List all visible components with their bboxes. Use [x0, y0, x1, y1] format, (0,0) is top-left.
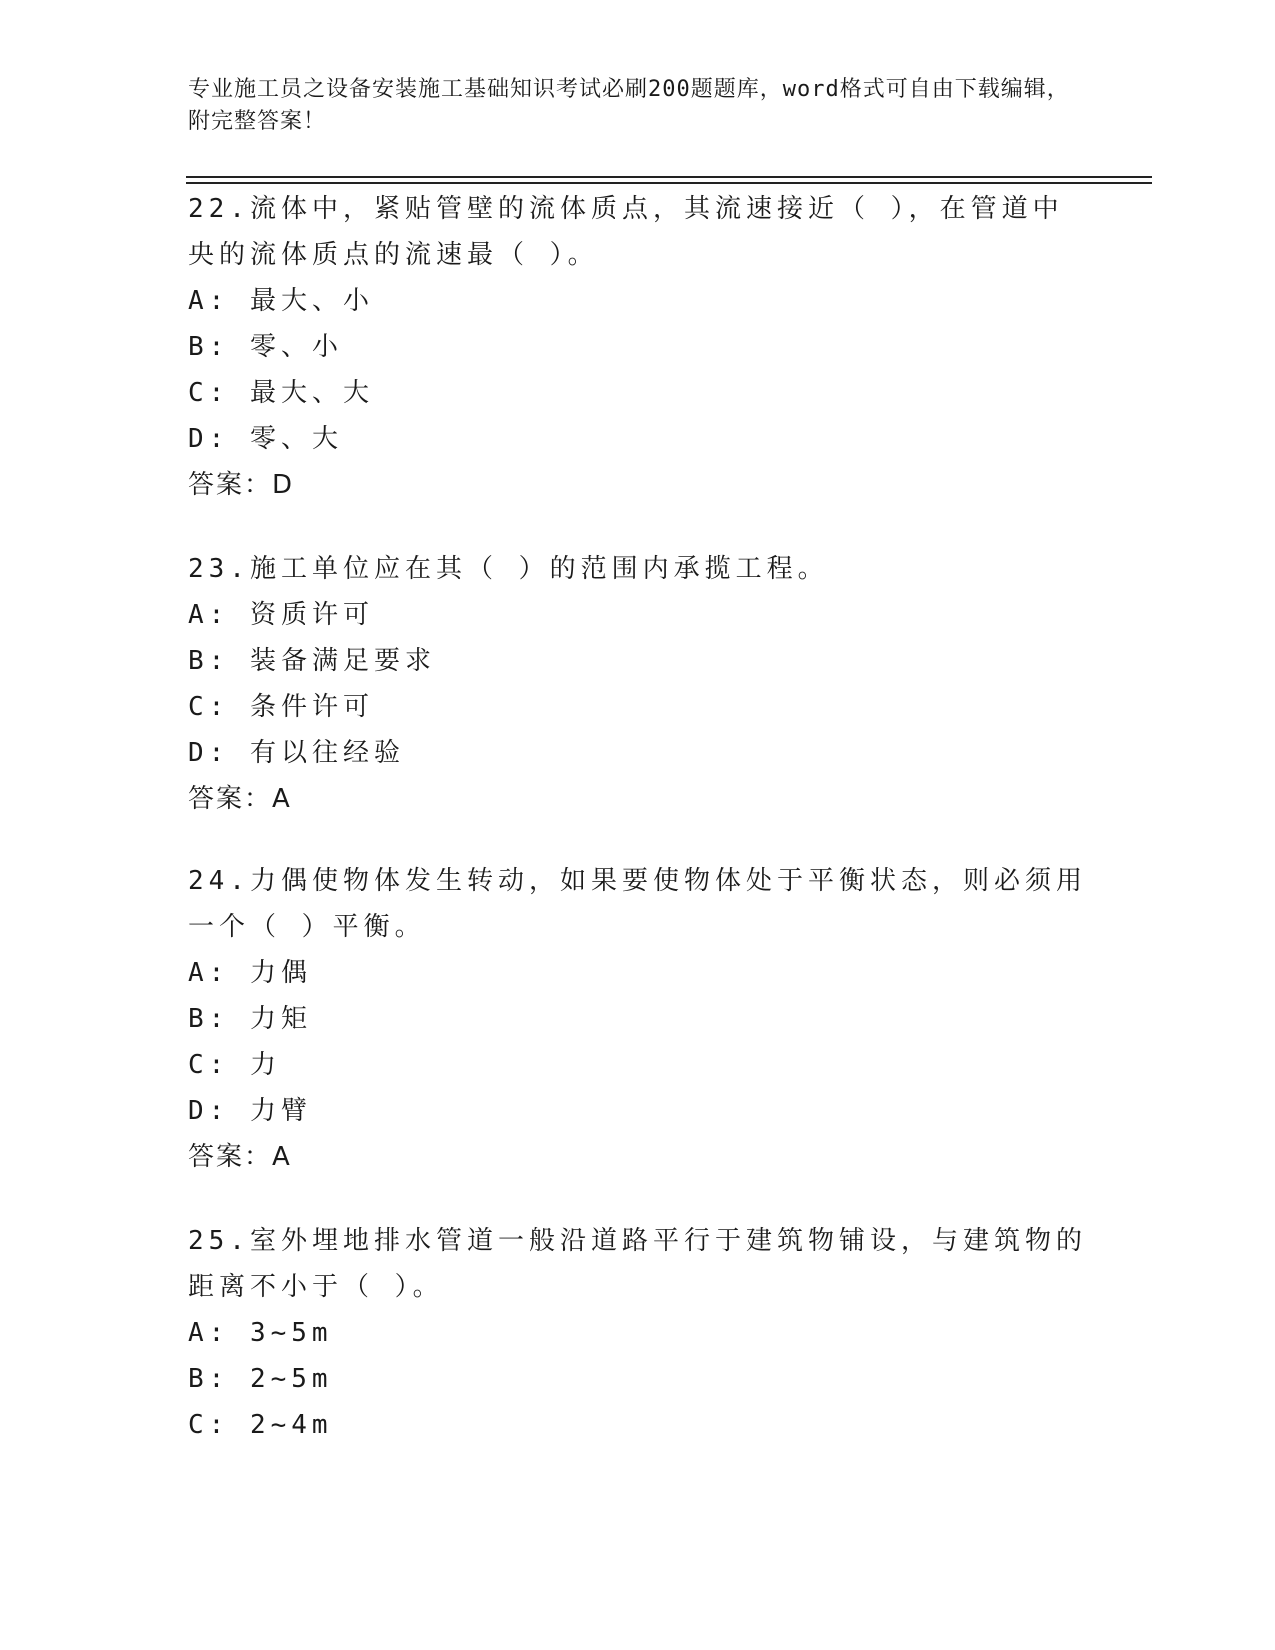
option-d: D: 零、大	[188, 424, 343, 454]
answer: 答案：A	[188, 784, 292, 814]
option-a: A: 最大、小	[188, 286, 374, 316]
question-24	[188, 858, 1088, 1180]
header-divider-bottom	[186, 182, 1152, 184]
option-d: D: 力臂	[188, 1096, 312, 1126]
option-a: A: 3~5m	[188, 1318, 333, 1348]
option-b: B: 力矩	[188, 1004, 312, 1034]
question-stem: 24.力偶使物体发生转动，如果要使物体处于平衡状态，则必须用一个（ ）平衡。	[188, 866, 1087, 942]
option-c: C: 2~4m	[188, 1410, 333, 1440]
header-divider-top	[186, 176, 1152, 178]
question-stem: 23.施工单位应在其（ ）的范围内承揽工程。	[188, 554, 829, 584]
option-b: B: 2~5m	[188, 1364, 333, 1394]
question-stem: 25.室外埋地排水管道一般沿道路平行于建筑物铺设，与建筑物的距离不小于（ ）。	[188, 1226, 1087, 1302]
option-c: C: 条件许可	[188, 692, 374, 722]
document-header: 专业施工员之设备安装施工基础知识考试必刷200题题库，word格式可自由下载编辑，附完整答案！	[188, 77, 1070, 134]
question-stem: 22.流体中，紧贴管壁的流体质点，其流速接近（ ），在管道中央的流体质点的流速最（ ）。	[188, 194, 1064, 270]
answer: 答案：A	[188, 1142, 292, 1172]
option-c: C: 力	[188, 1050, 281, 1080]
option-b: B: 零、小	[188, 332, 343, 362]
option-b: B: 装备满足要求	[188, 646, 436, 676]
answer: 答案：D	[188, 470, 295, 500]
question-23	[188, 546, 1088, 822]
question-22	[188, 186, 1088, 508]
question-25	[188, 1218, 1088, 1448]
option-a: A: 力偶	[188, 958, 312, 988]
option-d: D: 有以往经验	[188, 738, 405, 768]
option-c: C: 最大、大	[188, 378, 374, 408]
option-a: A: 资质许可	[188, 600, 374, 630]
